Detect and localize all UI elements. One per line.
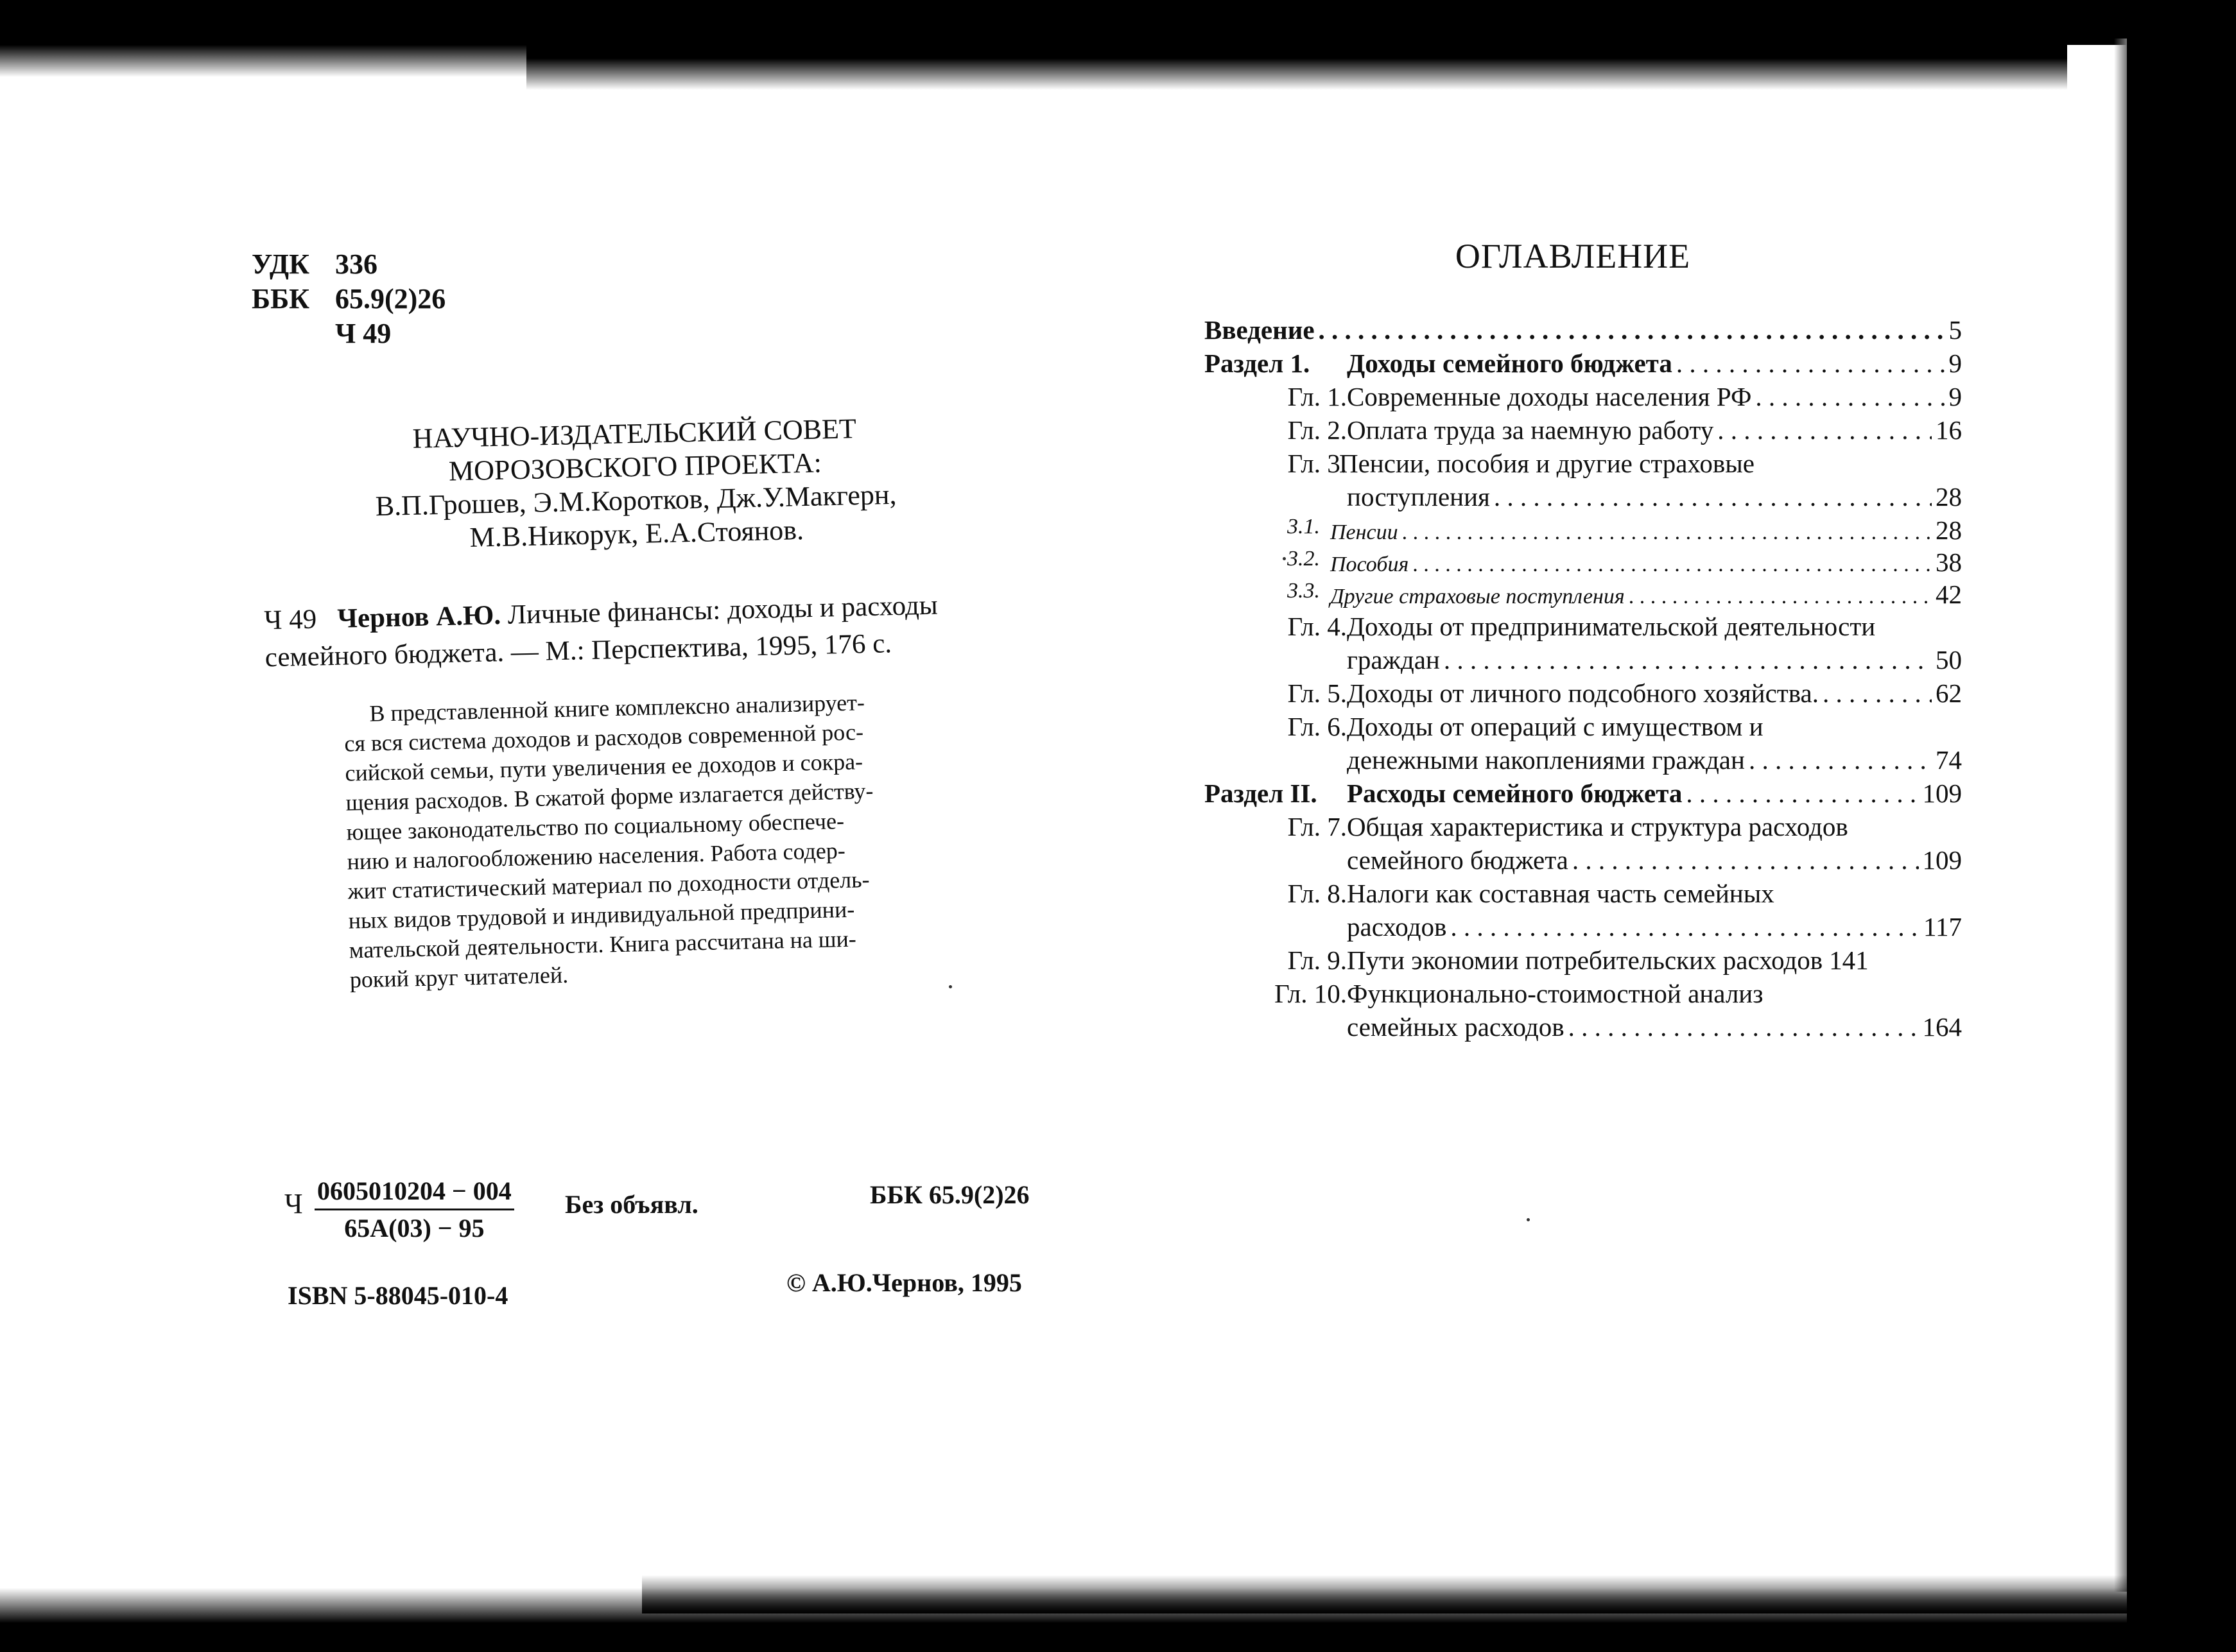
abstract-line: рокий круг читателей. [349,961,569,993]
toc-line [1347,611,1975,642]
scan-shadow-bottom [0,1588,2236,1652]
toc-entry-label: Раздел 1. [1204,348,1310,378]
council-line: В.П.Грошев, Э.М.Коротков, Дж.У.Макгерн, [375,478,897,522]
author-mark-value: Ч 49 [335,318,392,349]
toc-page-number: 16 [1936,415,1962,445]
council-line: МОРОЗОВСКОГО ПРОЕКТА: [448,447,822,487]
copyright: © А.Ю.Чернов, 1995 [786,1268,1022,1297]
toc-page-number: 62 [1936,678,1962,708]
toc-page-number: 28 [1936,515,1962,545]
toc-entry-label: Гл. 2. [1287,415,1347,445]
toc-page-number: 74 [1936,745,1962,775]
toc-entry-continuation[interactable] [1204,845,1962,878]
toc-entry-title: расходов [1347,912,1447,942]
scan-speck [1527,1218,1530,1221]
toc-page-number: 42 [1936,580,1962,609]
toc-line [1347,348,1962,379]
toc-entry-title: Доходы от предпринимательской деятельности [1347,612,1876,641]
toc-leader-dots [1629,585,1932,609]
toc-entry-label: 3.3. [1287,579,1320,603]
toc-line [1339,448,1962,479]
toc-leader-dots [1444,644,1932,675]
toc-entry-title: граждан [1347,645,1440,675]
toc-entry-label: Гл. 6. [1287,712,1347,741]
imprint-numerator: 0605010204 − 004 [315,1176,514,1210]
udc-row [252,247,446,282]
toc-entry-chapter[interactable] [1204,945,1962,978]
toc-entry-title: поступления [1347,482,1490,512]
toc-entry-label: Гл. 1. [1287,382,1347,411]
toc-line [1347,878,1962,909]
abstract-line: В представленной книге комплексно анализирует- [368,689,865,727]
toc-page-number: 38 [1936,547,1962,577]
toc-line [1347,778,1962,809]
toc-entry-chapter[interactable] [1204,711,1962,744]
toc-entry-title: семейных расходов [1347,1012,1564,1042]
bbk-row [252,282,446,316]
council-line: НАУЧНО-ИЗДАТЕЛЬСКИЙ СОВЕТ [412,413,857,454]
toc-entry-label: Гл. 8. [1287,879,1347,908]
toc-line [1347,978,1962,1009]
toc-title: ОГЛАВЛЕНИЕ [1455,237,1691,275]
toc-page-number: 141 [1829,945,1869,975]
imprint-code-fraction [315,1176,514,1243]
council-line: М.В.Никорук, Е.А.Стоянов. [469,514,804,553]
toc-line [1347,911,1962,942]
toc-page-number: 50 [1936,645,1962,675]
scan-shadow-right [2127,0,2236,1652]
toc-line [1347,744,1962,775]
imprint-denominator: 65А(03) − 95 [344,1214,485,1243]
toc-leader-dots [1412,553,1932,577]
toc-line [1330,579,1962,610]
table-of-contents [1204,314,1962,1045]
toc-entry-title: Современные доходы населения РФ [1347,382,1752,411]
toc-line [1330,547,1962,578]
toc-leader-dots [1568,1011,1919,1042]
toc-leader-dots [1676,348,1945,379]
toc-entry-chapter[interactable] [1204,978,1962,1011]
editorial-council [345,411,926,557]
toc-page-number: 109 [1922,845,1962,875]
toc-entry-title: Доходы от операций с имуществом и [1347,712,1764,741]
toc-entry-introduction[interactable] [1204,314,1962,348]
toc-leader-dots [1717,415,1932,445]
udc-value: 336 [335,248,377,280]
toc-entry-title: Пути экономии потребительских расходов [1347,945,1823,975]
bib-title: Личные финансы: доходы и расходы [507,590,939,630]
toc-entry-label: Введение [1204,315,1315,345]
toc-line [1347,1011,1962,1042]
toc-entry-label: 3.2. [1287,547,1320,571]
toc-entry-subsection[interactable] [1204,547,1962,579]
toc-line [1330,515,1962,546]
toc-entry-continuation[interactable] [1204,911,1962,945]
toc-entry-title: Пенсии [1330,521,1398,544]
imprint-no-adv: Без объявл. [565,1190,698,1219]
toc-entry-chapter[interactable] [1204,448,1962,481]
toc-entry-label: Гл. 4. [1287,612,1347,641]
toc-page-number: 5 [1948,315,1962,345]
toc-entry-label: Гл. 7. [1287,812,1347,841]
toc-entry-section[interactable] [1204,778,1962,811]
toc-leader-dots [1450,911,1920,942]
toc-entry-label: Раздел II. [1204,779,1317,808]
toc-page-number: 164 [1922,1012,1962,1042]
toc-line [1347,711,1962,742]
toc-entry-label: Гл. 3. [1287,449,1347,478]
toc-leader-dots [1755,381,1945,412]
author-mark-row [252,316,446,351]
imprint-bbk: ББК 65.9(2)26 [870,1180,1030,1209]
bib-code: Ч 49 [263,604,317,636]
abstract-line: жит статистический материал по доходности отдель- [347,866,870,904]
toc-entry-title: Доходы семейного бюджета [1347,348,1672,378]
imprint-ch-mark: Ч [284,1188,303,1219]
toc-leader-dots [1823,678,1932,709]
toc-leader-dots [1402,521,1932,545]
toc-entry-chapter[interactable] [1204,611,1962,644]
toc-line [1347,481,1962,512]
scan-shadow-top [0,0,2236,45]
scan-edge-right [2114,39,2127,1592]
toc-page-number: 117 [1923,912,1962,942]
abstract-line: сийской семьи, пути увеличения ее доходов и сокра- [345,748,863,786]
toc-line [1347,381,1962,412]
bib-line-2: семейного бюджета. — М.: Перспектива, 1995, 176 с. [264,628,892,673]
toc-entry-continuation[interactable] [1204,744,1962,778]
toc-entry-title: Пенсии, пособия и другие страховые [1339,449,1755,478]
udc-key: УДК [252,248,310,280]
toc-entry-chapter[interactable] [1204,878,1962,911]
author-mark-key [252,316,335,351]
toc-entry-title: Общая характеристика и структура расходов [1347,812,1848,841]
toc-entry-chapter[interactable] [1204,381,1962,415]
book-abstract [343,684,1005,994]
toc-entry-title: Расходы семейного бюджета [1347,779,1683,808]
bbk-key: ББК [252,283,310,314]
abstract-line: ся вся система доходов и расходов современной рос- [344,719,864,757]
toc-leader-dots [1494,481,1932,512]
toc-page-number: 9 [1948,382,1962,411]
toc-entry-section[interactable] [1204,348,1962,381]
toc-entry-chapter[interactable] [1204,678,1962,711]
toc-page-number: 9 [1948,348,1962,378]
scan-shadow-top-left [0,45,526,77]
toc-line [1347,678,1962,709]
bib-author: Чернов А.Ю. [336,600,501,634]
abstract-line: щения расходов. В сжатой форме излагается действу- [345,777,874,816]
abstract-line: ющее законодательство по социальному обеспече- [346,807,845,845]
scan-shadow-top-fade [526,45,2067,90]
scan-speck [949,985,952,988]
toc-entry-continuation[interactable] [1204,644,1962,678]
toc-page-number: 28 [1936,482,1962,512]
toc-entry-continuation[interactable] [1204,481,1962,515]
toc-line [1347,845,1962,875]
toc-entry-title: Оплата труда за наемную работу [1347,415,1714,445]
toc-entry-title: семейного бюджета [1347,845,1568,875]
toc-leader-dots [1572,845,1919,875]
toc-entry-continuation[interactable] [1204,1011,1962,1045]
classification-codes [252,247,446,351]
toc-entry-title: Пособия [1330,553,1409,576]
bbk-value: 65.9(2)26 [335,283,446,314]
abstract-line: нию и налогообложению населения. Работа содер- [347,837,846,875]
abstract-line: ных видов трудовой и индивидуальной предприни- [348,896,855,934]
toc-line [1204,314,1962,345]
toc-entry-subsection[interactable] [1204,515,1962,547]
toc-entry-chapter[interactable] [1204,415,1962,448]
toc-entry-title: Другие страховые поступления [1330,585,1625,608]
toc-entry-title: денежными накоплениями граждан [1347,745,1745,775]
toc-leader-dots [1319,314,1945,345]
toc-page-number: 109 [1922,779,1962,808]
toc-line [1347,644,1962,675]
isbn: ISBN 5-88045-010-4 [288,1281,508,1310]
scan-speck [1283,557,1286,560]
toc-leader-dots [1686,778,1918,809]
toc-entry-chapter[interactable] [1204,811,1962,845]
toc-line [1347,945,1962,976]
toc-entry-label: Гл. 5. [1287,678,1347,708]
toc-entry-title: Налоги как составная часть семейных [1347,879,1774,908]
toc-line [1347,811,1962,842]
abstract-line: мательской деятельности. Книга рассчитана на ши- [349,925,857,963]
toc-entry-label: 3.1. [1287,515,1320,538]
toc-entry-subsection[interactable] [1204,579,1962,611]
toc-leader-dots [1749,744,1932,775]
toc-entry-title: Функционально-стоимостной анализ [1347,979,1764,1008]
toc-line [1347,415,1962,445]
toc-entry-label: Гл. 9. [1287,945,1347,975]
toc-entry-label: Гл. 10. [1274,979,1347,1008]
bibliographic-record [264,585,1023,677]
toc-entry-title: Доходы от личного подсобного хозяйства. [1347,678,1819,708]
